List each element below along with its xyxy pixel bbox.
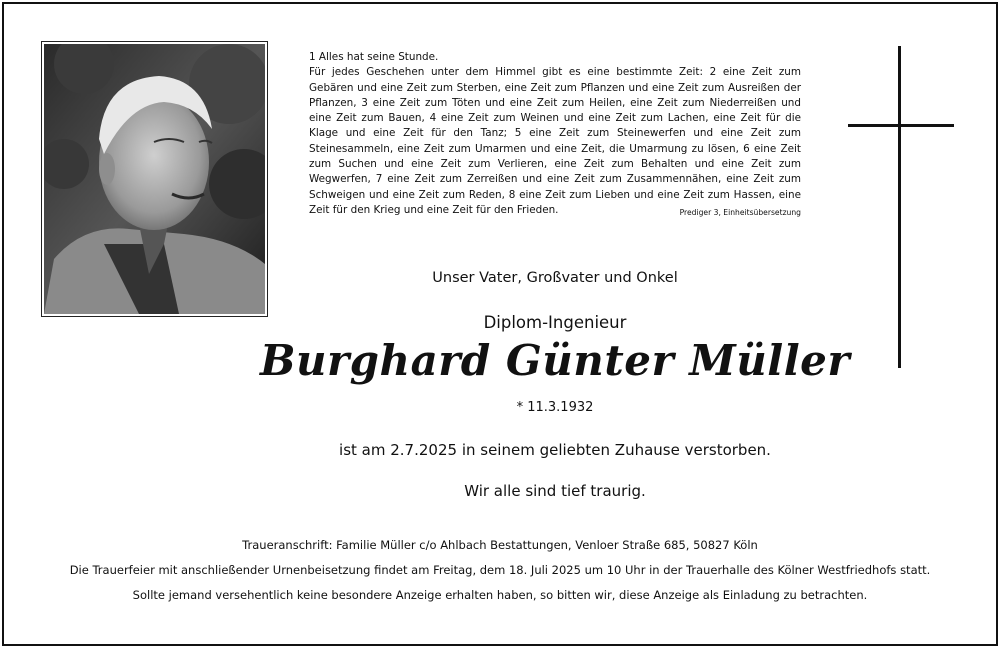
mourning-line: Wir alle sind tief traurig. bbox=[464, 482, 646, 500]
invitation-notice: Sollte jemand versehentlich keine besondere Anzeige erhalten haben, so bitten wir, diese Anzeige als Einladung zu betrachten. bbox=[132, 588, 868, 602]
relation-line: Unser Vater, Großvater und Onkel bbox=[432, 270, 678, 286]
cross-icon-bar bbox=[848, 124, 954, 127]
academic-title: Diplom-Ingenieur bbox=[483, 313, 627, 332]
verse-source: Prediger 3, Einheitsübersetzung bbox=[679, 207, 801, 217]
bible-verse bbox=[309, 50, 801, 220]
birth-date: * 11.3.1932 bbox=[516, 400, 594, 415]
deceased-name: Burghard Günter Müller bbox=[260, 336, 850, 385]
verse-text: Für jedes Geschehen unter dem Himmel gibt es eine bestimmte Zeit: 2 eine Zeit zum Gebären und eine Zeit zum Sterben, eine Zeit zum Pflanzen und eine Zeit zum Ausreißen der Pflanzen, 3 eine Zeit zum Töten und eine Zeit zum Heilen, eine Zeit zum Niederreißen und eine Zeit zum Bauen, 4 eine Zeit zum Weinen und eine Zeit zum Lachen, eine Zeit für die Klage und eine Zeit für den Tanz; 5 eine Zeit zum Steinewerfen und eine Zeit zum Steinesammeln, eine Zeit zum Umarmen und eine Zeit, die Umarmung zu lösen, 6 eine Zeit zum Suchen und eine Zeit zum Verlieren, eine Zeit zum Behalten und eine Zeit zum Wegwerfen, 7 eine Zeit zum Zerreißen und eine Zeit zum Zusammennähen, eine Zeit zum Schweigen und eine Zeit zum Reden, 8 eine Zeit zum Lieben und eine Zeit zum Hassen, eine Zeit für den Krieg und eine Zeit für den Frieden. bbox=[309, 66, 801, 216]
verse-first-line: 1 Alles hat seine Stunde. bbox=[309, 51, 439, 63]
mourning-address: Traueranschrift: Familie Müller c/o Ahlbach Bestattungen, Venloer Straße 685, 50827 Köln bbox=[242, 538, 758, 552]
funeral-ceremony: Die Trauerfeier mit anschließender Urnenbeisetzung findet am Freitag, dem 18. Juli 2025 um 10 Uhr in der Trauerhalle des Kölner Westfriedhofs statt. bbox=[69, 563, 931, 577]
death-statement: ist am 2.7.2025 in seinem geliebten Zuhause verstorben. bbox=[339, 441, 771, 459]
